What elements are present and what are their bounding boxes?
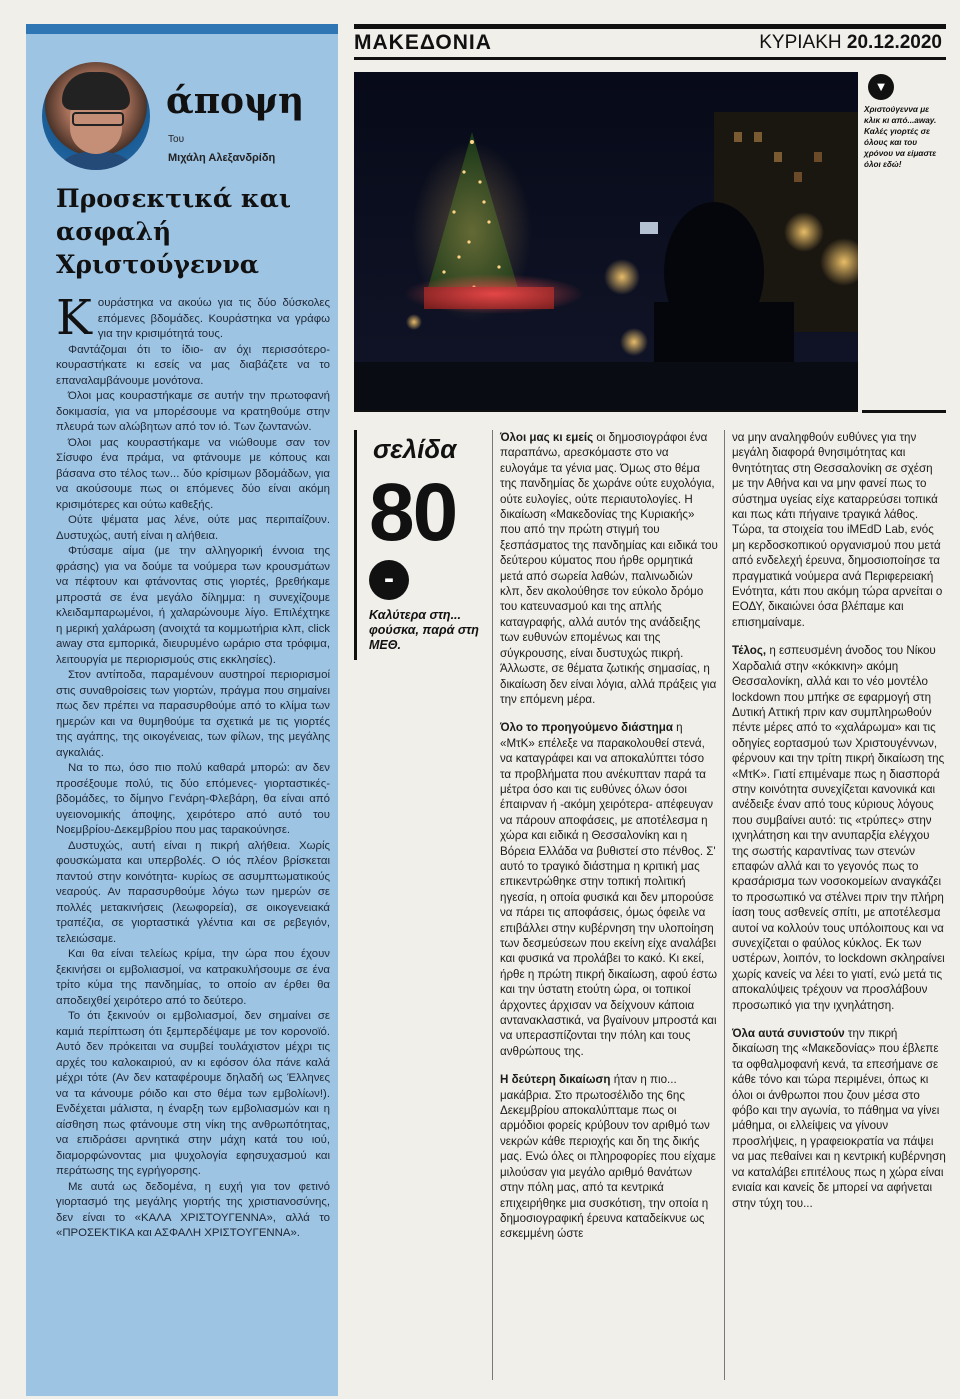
drop-cap: Κ <box>56 290 92 346</box>
article-paragraph: Φαντάζομαι ότι το ίδιο- αν όχι περισσότερο- κουραστήκατε κι εσείς να μας διαβάζετε να το επαναλαμβάνουμε μονότονα. <box>56 343 330 387</box>
column-paragraph <box>500 430 718 707</box>
photo-caption-box <box>862 72 946 413</box>
column-paragraph <box>500 1072 718 1241</box>
section-label: άποψη <box>166 80 305 122</box>
top-color-strip <box>26 24 338 34</box>
article-paragraph: Να το πω, όσο πιο πολύ καθαρά μπορώ: αν δεν προσέξουμε πολύ, τις δύο επόμενες- γιορταστικές- βδομάδες, το δίμηνο Γενάρη-Φλεβάρη, θα είναι από υγειονομικής άποψης, χειρότερο από αυτό του Νοεμβρίου-Δεκεμβρίου που μας ταρακούνησε. <box>56 762 330 836</box>
minus-icon: - <box>369 560 409 600</box>
paragraph-lead: Όλο το προηγούμενο διάστημα <box>500 721 673 735</box>
page-number-box <box>354 430 481 660</box>
middle-column <box>500 430 718 1255</box>
article-paragraph: Στον αντίποδα, παραμένουν αυστηροί περιορισμοί στις συναθροίσεις των γιορτών, πράγμα που σημαίνει πως δεν πρέπει να παρασυρθούμε από το κλίμα των ημερών και να θυμηθούμε τα σχετικά με τις γιορτές της αγάπης, της οικογένειας, των φίλων, της μεγάλης αγκαλιάς. <box>56 669 330 759</box>
author-name: Μιχάλη Αλεξανδρίδη <box>168 152 276 164</box>
avatar-hair <box>62 72 130 110</box>
page-number: 80 <box>369 467 457 558</box>
article-paragraph: Ούτε ψέματα μας λένε, ούτε μας περιπαίζουν. Δυστυχώς, αυτή είναι η αλήθεια. <box>56 514 330 542</box>
paragraph-text: να μην αναληφθούν ευθύνες για την μεγάλη διαφορά θνησιμότητας και θνητότητας στη Θεσσαλονίκη σε σχέση με την Αθήνα και να μην φανεί πως το σύστημα υγείας είχε καταρρεύσει τοπικά και πως κάτι πήγαινε τραγικά λάθος. Τώρα, τα στοιχεία του iMEdD Lab, ενός μη κερδοσκοπικού οργανισμού που μετά από ενδελεχή έρευνα, δημοσιοποίησε τα πραγματικά νούμερα ανά Περιφερειακή Ενότητα, κάτι που ακόμη τώρα αρνείται ο ΕΟΔΥ, δικαιώνει όσα βλέπαμε και επισημαίναμε. <box>732 431 943 629</box>
photo-caption: Χριστούγεννα με κλικ κι από...away. Καλές γιορτές σε όλους και του χρόνου να είμαστε όλοι εδώ! <box>864 105 937 169</box>
paragraph-text: η εσπευσμένη άνοδος του Νίκου Χαρδαλιά στην «κόκκινη» ακόμη Θεσσαλονίκη, αλλά και το νέο μοντέλο lockdown που μπήκε σε εφαρμογή στη Δυτική Αττική πριν καν συμπληρωθούν πέντε μέρες από το «χαλάρωμα» και τις οδηγίες εορτασμού των Χριστουγέννων, φέρνουν και την τρίτη πικρή δικαίωση της «ΜτΚ». Γιατί επιμέναμε πως η διασπορά στην κοινότητα συνεχίζεται κανονικά και ανέδειξε έναν από τους κύριους λόγους που συμβαίνει αυτό: τις «τρύπες» στην ιχνηλάτηση και την ανυπαρξία ελέγχου της σωστής καραντίνας των στενών επαφών αλλά και το γεγονός πως το κρασάρισμα των νοσοκομείων αναγκάζει το προσωπικό να στέλνει πριν την πλήρη ίαση τους ασθενείς σπίτι, με αποτέλεσμα αυτοί να κολλούν τους υπόλοιπους και να συνεχίζεται ο φαύλος κύκλος. Εκ των υστέρων, λοιπόν, το lockdown σκληραίνει χωρίς κανείς να λέει το γιατί, ενώ μετά τις αποκαλύψεις τρέχουν να προσλάβουν προσωπικό για την ιχνηλάτηση. <box>732 644 945 1012</box>
avatar-glasses <box>72 112 124 126</box>
article-paragraph: Το ότι ξεκινούν οι εμβολιασμοί, δεν σημαίνει σε καμιά περίπτωση ότι ξεμπερδέψαμε με τον κορονοϊό. Αυτό δεν πρόκειται να συμβεί τουλάχιστον μέχρι τις αρχές του καλοκαιριού, αν κι εφόσον όλα πάνε καλά μέχρι τότε (Αν δεν καταφέρουμε δηλαδή ως Έλληνες να τα κάνουμε ρόιδο και στο θέμα των εμβολίων!). Ενδέχεται μάλιστα, η έναρξη των εμβολιασμών και η αίσθηση πως φτάνουμε στη νίκη της ανθρωπότητας, να επιδράσει αρνητικά στην μάχη κατά του ιού, διαμορφώνοντας μια ψυχολογία εφησυχασμού και περάτωσης της εγρήγορσης. <box>56 1010 330 1177</box>
article-paragraph: ουράστηκα να ακούω για τις δύο δύσκολες επόμενες βδομάδες. Κουράστηκα να γράφω για την κρισιμότητά τους. <box>97 297 330 340</box>
article-paragraph: Με αυτά ως δεδομένα, η ευχή για τον φετινό γιορτασμό της μεγάλης γιορτής της χριστιανοσύνης, δεν είναι το «ΚΑΛΑ ΧΡΙΣΤΟΥΓΕΝΝΑ», αλλά το «ΠΡΟΣΕΚΤΙΚΑ και ΑΣΦΑΛΗ ΧΡΙΣΤΟΥΓΕΝΝΑ». <box>56 1180 330 1239</box>
paragraph-text: την πικρή δικαίωση της «Μακεδονίας» που έβλεπε τα οφθαλμοφανή κενά, τα επεσήμανε σε κάθε τόνο και τώρα περιμένει, όπως κι όλοι οι άνθρωποι που ζουν μέσα στο φόβο και την αγωνία, το πάθημα να γίνει μάθημα, οι ελλείψεις να γίνουν προσλήψεις, η γραφειοκρατία να πάψει να μας πεθαίνει και η κεντρική κυβέρνηση να καταλάβει επιτέλους πως η χώρα είναι ενιαία και κανείς δε μπορεί να αφήνεται στην τύχη του... <box>732 1027 946 1210</box>
column-divider <box>492 430 493 1380</box>
author-avatar <box>42 62 150 170</box>
christmas-square-photo <box>354 72 858 412</box>
article-paragraph: Φτύσαμε αίμα (με την αλληγορική έννοια της φράσης) για να δούμε τα νούμερα των κρουσμάτων να πέφτουν και φτάνοντας στις γιορτές, βρεθήκαμε μπροστά σε ένα μεγάλο δίλημμα: η συνεχίζουμε κλειδαμπαρωμένοι, ή χαλαρώνουμε λίγο. Επιλέχτηκε η μερική χαλάρωση (ανοιχτά τα κομμωτήρια κλπ, click away στα εμπορικά, διευρυμένο ωράριο στα τρόφιμα, λειτουργία με περιορισμούς στις εκκλησίες). <box>56 545 330 666</box>
article-paragraph: Όλοι μας κουραστήκαμε σε αυτήν την πρωτοφανή δοκιμασία, για να μπορέσουμε να κρατηθούμε στην πλευρά των αλώβητων από τον ιό. Των ζωντανών. <box>56 390 330 433</box>
column-divider <box>724 430 725 1380</box>
right-column <box>732 430 946 1224</box>
column-paragraph <box>732 643 946 1013</box>
issue-date <box>759 32 942 54</box>
minus-note: Καλύτερα στη... φούσκα, παρά στη ΜΕΘ. <box>369 608 479 652</box>
issue-day: ΚΥΡΙΑΚΗ <box>759 32 842 53</box>
paragraph-lead: Όλοι μας κι εμείς <box>500 431 594 444</box>
chevron-down-icon: ▼ <box>868 74 894 100</box>
masthead <box>354 24 946 60</box>
article-paragraph: Δυστυχώς, αυτή είναι η πικρή αλήθεια. Χωρίς φουσκώματα και υπερβολές. Ο ιός πλέον βρίσκεται παντού στην κοινότητα- κυρίως σε ασυμπτωματικούς νεαρούς. Αν παρασυρθούμε λόγω των ημερών σε πολλές μετακινήσεις (λεωφορεία), σε οικογενειακά τραπέζια, σε γιορταστικά γλέντια και σε ρεβεγιόν, τελειώσαμε. <box>56 839 330 945</box>
column-paragraph <box>732 1026 946 1211</box>
article-headline: Προσεκτικά και ασφαλή Χριστούγεννα <box>56 184 291 279</box>
column-paragraph <box>732 430 946 630</box>
paragraph-text: οι δημοσιογράφοι ένα παραπάνω, αρεσκόμαστε στο να ευλογάμε τα γένια μας. Όμως στο θέμα της πανδημίας δε χωράνε ούτε ευχολόγια, ούτε ευλογίες, ούτε περιαυτολογίες. Η δικαίωση «Μακεδονίας της Κυριακής» που από την πρώτη στιγμή του ξεσπάσματος της πανδημίας και ειδικά του δεύτερου κύματος που ήρθε ορμητικά μετά από σωρεία λαθών, παλινωδιών κλπ, δεν ακολούθησε τον εύκολο δρόμο του κατευνασμού και της απλής καταγραφής, αλλά αυτόν της ανάδειξης των ευθυνών επομένως και της σύγκρουσης, είναι δυστυχώς πικρή. Άλλωστε, σε θέματα ζωτικής σημασίας, η δικαίωση δεν είναι λόγια, αλλά πράξεις για την επόμενη μέρα. <box>500 431 718 706</box>
page-label: σελίδα <box>373 434 457 464</box>
article-paragraph: Όλοι μας κουραστήκαμε να νιώθουμε σαν τον Σίσυφο ένα πράμα, να φτάνουμε με κόπους και βάσανα στο τέλος των... δύο κρίσιμων βδομάδων, για να ακούσουμε πως οι επόμενες δύο είναι ακόμη κρισιμότερες και ούτω καθεξής. <box>56 436 330 511</box>
photo-illustration <box>354 72 858 410</box>
opinion-column <box>26 24 338 1396</box>
paragraph-lead: Όλα αυτά συνιστούν <box>732 1027 845 1041</box>
paragraph-text: η «ΜτΚ» επέλεξε να παρακολουθεί στενά, να καταγράφει και να αποκαλύπτει τόσο τα προβλήματα που ανέκυπταν παρά τα μέτρα όσο και τις ευθύνες όλων όσοι έπαιρναν ή -ακόμη χειρότερα- απέφευγαν να πάρουν αποφάσεις, με αποτέλεσμα η χώρα και ειδικά η Θεσσαλονίκη και η Βόρεια Ελλάδα να βυθιστεί στο πένθος. Σ' αυτό το τραγικό διάστημα η κριτική μας επικεντρώθηκε στην τοπική πολιτική ηγεσία, η οποία φυσικά και δεν μπορούσε να πάρει τις αποφάσεις, όμως όφειλε να επιβάλλει στην κυβέρνηση την υλοποίηση των δεσμεύσεων που εκείνη είχε αναλάβει και φυσικά να προλάβει το κακό. Κι εκεί, ήρθε η πρώτη πικρή δικαίωση, αφού έστω και την ύστατη ετούτη ώρα, οι τοπικοί άρχοντες άρχισαν να δείχνουν κάποια αντανακλαστικά, να βγαίνουν μπροστά και να υπερασπίζονται την πόλη και τους ανθρώπους της. <box>500 721 717 1058</box>
article-paragraph: Και θα είναι τελείως κρίμα, την ώρα που έχουν ξεκινήσει οι εμβολιασμοί, να κατρακυλήσουμε σε ένα τρίτο κύμα της πανδημίας, το οποίο αν έρθει θα αποδειχθεί χειρότερο από το δεύτερο. <box>56 948 330 1007</box>
paragraph-text: ήταν η πιο... μακάβρια. Στο πρωτοσέλιδο της 6ης Δεκεμβρίου αποκαλύπταμε πως οι αρμόδιοι φορείς κρύβουν τον αριθμό των νεκρών κάθε περιοχής και δη της δικής μας. Ενώ όλες οι πληροφορίες που είχαμε μιλούσαν για μεγάλο αριθμό θανάτων στην πόλη μας, από τα κεντρικά επιχειρήθηκε μια συσκότιση, την οποία η δημοσιογραφική έρευνα καταδείκνυε ως εσκεμμένη ώστε <box>500 1073 716 1241</box>
newspaper-name: ΜΑΚΕΔΟΝΙΑ <box>354 31 492 54</box>
paragraph-lead: Τέλος, <box>732 644 767 658</box>
article-body <box>56 290 330 1242</box>
issue-date-value: 20.12.2020 <box>846 32 942 53</box>
column-paragraph <box>500 720 718 1059</box>
paragraph-lead: Η δεύτερη δικαίωση <box>500 1073 611 1087</box>
author-prefix: Του <box>168 134 185 145</box>
avatar-shirt <box>48 152 144 170</box>
